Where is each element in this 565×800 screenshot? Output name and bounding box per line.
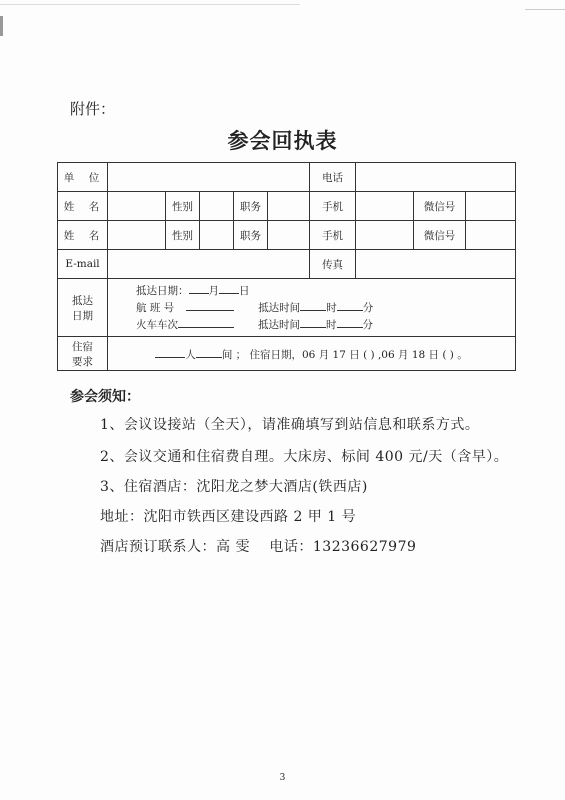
- arrival-time-label: 抵达时间: [258, 319, 300, 331]
- stay-label: [58, 337, 108, 371]
- stay-dates-text: 间 ； 住宿日期，06 月 17 日 ( ) ,06 月 18 日 ( ) 。: [221, 348, 468, 361]
- hotel-contact: 酒店预订联系人：高 雯 电话：13236627979: [100, 539, 417, 555]
- unit-label: 单 位: [58, 163, 108, 192]
- position-label: 职务: [234, 221, 268, 250]
- people-text: 人: [185, 348, 196, 361]
- form-title: 参会回执表: [227, 128, 338, 153]
- flight-label: 航 班 号: [136, 302, 175, 314]
- mobile-field[interactable]: [356, 221, 414, 250]
- arrival-date-label: 抵达日期：: [136, 285, 189, 297]
- room-count-blank[interactable]: [196, 346, 222, 358]
- flight-minute-blank[interactable]: [337, 299, 363, 311]
- day-text: 日: [239, 285, 250, 297]
- note-item: 1、会议设接站（全天），请准确填写到站信息和联系方式。: [100, 417, 480, 433]
- registration-form-table: [57, 162, 516, 371]
- scan-edge-mark: [0, 16, 3, 36]
- arrival-label: [58, 279, 108, 337]
- position-field[interactable]: [268, 221, 310, 250]
- hour-text: 时: [326, 302, 337, 314]
- attachment-label: 附件：: [70, 100, 116, 118]
- flight-number-blank[interactable]: [186, 299, 234, 311]
- stay-info-cell[interactable]: [108, 337, 516, 371]
- email-field[interactable]: [108, 250, 310, 279]
- wechat-field[interactable]: [466, 192, 516, 221]
- arrival-day-blank[interactable]: [219, 282, 239, 294]
- train-number-blank[interactable]: [178, 316, 234, 328]
- minute-text: 分: [362, 319, 373, 331]
- hotel-address: 地址：沈阳市铁西区建设西路 2 甲 1 号: [100, 509, 357, 525]
- name-label: 姓 名: [58, 221, 108, 250]
- train-label: 火车车次: [136, 319, 178, 331]
- name-field[interactable]: [108, 221, 166, 250]
- arrival-info-cell[interactable]: [108, 279, 516, 337]
- gender-field[interactable]: [200, 192, 234, 221]
- position-field[interactable]: [268, 192, 310, 221]
- scan-top-edge: [0, 0, 565, 6]
- arrival-label-line1: 抵达: [72, 294, 93, 307]
- wechat-label: 微信号: [414, 192, 466, 221]
- flight-hour-blank[interactable]: [300, 299, 326, 311]
- mobile-label: 手机: [310, 192, 356, 221]
- gender-field[interactable]: [200, 221, 234, 250]
- stay-label-line1: 住宿: [72, 340, 93, 353]
- wechat-field[interactable]: [466, 221, 516, 250]
- gender-label: 性别: [166, 221, 200, 250]
- name-label: 姓 名: [58, 192, 108, 221]
- position-label: 职务: [234, 192, 268, 221]
- email-label: E-mail: [58, 250, 108, 279]
- gender-label: 性别: [166, 192, 200, 221]
- stay-label-line2: 要求: [72, 355, 93, 368]
- notice-heading: 参会须知：: [70, 389, 140, 405]
- hour-text: 时: [326, 319, 337, 331]
- phone-field[interactable]: [356, 163, 516, 192]
- arrival-label-line2: 日期: [72, 309, 93, 322]
- mobile-field[interactable]: [356, 192, 414, 221]
- minute-text: 分: [362, 302, 374, 314]
- people-count-blank[interactable]: [155, 346, 185, 358]
- train-hour-blank[interactable]: [300, 316, 326, 328]
- arrival-time-label: 抵达时间: [258, 302, 301, 314]
- train-minute-blank[interactable]: [337, 316, 363, 328]
- name-field[interactable]: [108, 192, 166, 221]
- month-text: 月: [208, 285, 219, 297]
- wechat-label: 微信号: [414, 221, 466, 250]
- fax-label: 传真: [310, 250, 356, 279]
- unit-field[interactable]: [108, 163, 310, 192]
- page-number: 3: [279, 773, 286, 783]
- mobile-label: 手机: [310, 221, 356, 250]
- note-item: 3、住宿酒店：沈阳龙之梦大酒店(铁西店): [100, 479, 368, 495]
- phone-label: 电话: [310, 163, 356, 192]
- note-item: 2、会议交通和住宿费自理。大床房、标间 400 元/天（含早）。: [100, 449, 509, 465]
- arrival-month-blank[interactable]: [189, 282, 209, 294]
- fax-field[interactable]: [356, 250, 516, 279]
